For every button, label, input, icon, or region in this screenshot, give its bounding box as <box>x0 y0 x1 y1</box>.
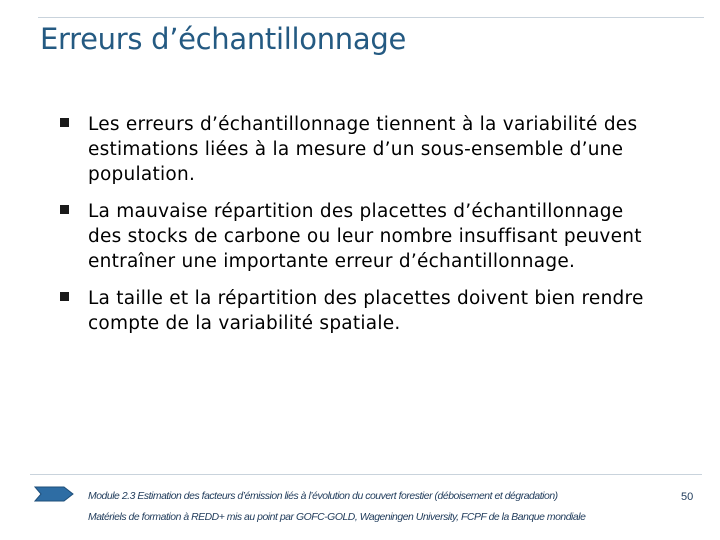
square-bullet-icon <box>60 118 69 127</box>
bullet-item <box>60 112 660 187</box>
square-bullet-icon <box>60 205 69 214</box>
footer-divider <box>30 474 702 475</box>
bullet-item <box>60 286 660 336</box>
bullet-text: Les erreurs d’échantillonnage tiennent à la variabilité des estimations liées à la mesure d’un sous-ensemble d’une population. <box>88 114 638 185</box>
footer-text <box>88 486 688 528</box>
footer-credits-line: Matériels de formation à REDD+ mis au point par GOFC-GOLD, Wageningen University, FCPF de la Banque mondiale <box>88 512 586 523</box>
bullet-text: La mauvaise répartition des placettes d’échantillonnage des stocks de carbone ou leur nombre insuffisant peuvent entraîner une importante erreur d’échantillonnage. <box>88 201 642 272</box>
bullet-list <box>60 112 660 348</box>
page-number: 50 <box>681 491 694 503</box>
top-divider <box>38 17 704 18</box>
slide-title: Erreurs d’échantillonnage <box>40 22 407 56</box>
bullet-text: La taille et la répartition des placettes doivent bien rendre compte de la variabilité spatiale. <box>88 288 644 334</box>
footer-module-line: Module 2.3 Estimation des facteurs d’émission liés à l’évolution du couvert forestier (déboisement et dégradation) <box>88 491 558 502</box>
square-bullet-icon <box>60 292 69 301</box>
bullet-item <box>60 199 660 274</box>
arrow-right-icon <box>34 486 74 502</box>
